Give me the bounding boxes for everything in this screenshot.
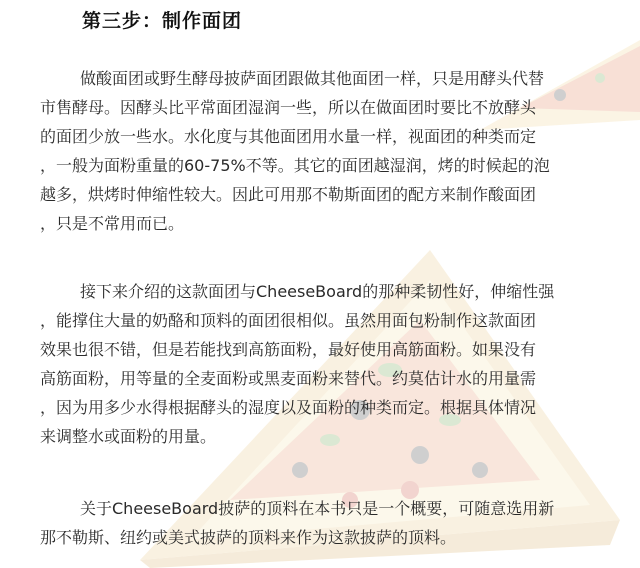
section-heading: 第三步：制作面团 [82, 10, 243, 32]
text-line: 越多，烘烤时伸缩性较大。因此可用那不勒斯面团的配方来制作酸面团 [40, 185, 537, 204]
text-line: 高筋面粉，用等量的全麦面粉或黑麦面粉来替代。约莫估计水的用量需 [40, 369, 537, 388]
text-line: 关于CheeseBoard披萨的顶料在本书只是一个概要，可随意选用新 [80, 499, 555, 518]
text-line: 的面团少放一些水。水化度与其他面团用水量一样，视面团的种类而定 [40, 127, 537, 146]
paragraph-cheeseboard-dough [40, 277, 620, 451]
text-line: 市售酵母。因酵头比平常面团湿润一些，所以在做面团时要比不放酵头 [40, 98, 537, 117]
text-line: 效果也很不错，但是若能找到高筋面粉，最好使用高筋面粉。如果没有 [40, 340, 537, 359]
text-line: ，因为用多少水得根据酵头的湿度以及面粉的种类而定。根据具体情况 [40, 398, 537, 417]
text-line: 那不勒斯、纽约或美式披萨的顶料来作为这款披萨的顶料。 [40, 528, 457, 547]
text-line: 接下来介绍的这款面团与CheeseBoard的那种柔韧性好，伸缩性强 [80, 282, 555, 301]
text-line: 来调整水或面粉的用量。 [40, 427, 217, 446]
paragraph-sourdough-intro [40, 64, 620, 238]
text-line: ，一般为面粉重量的60-75%不等。其它的面团越湿润，烤的时候起的泡 [40, 156, 550, 175]
text-line: ，能撑住大量的奶酪和顶料的面团很相似。虽然用面包粉制作这款面团 [40, 311, 537, 330]
paragraph-toppings [40, 494, 620, 552]
text-line: ，只是不常用而已。 [40, 214, 185, 233]
text-line: 做酸面团或野生酵母披萨面团跟做其他面团一样，只是用酵头代替 [80, 69, 545, 88]
